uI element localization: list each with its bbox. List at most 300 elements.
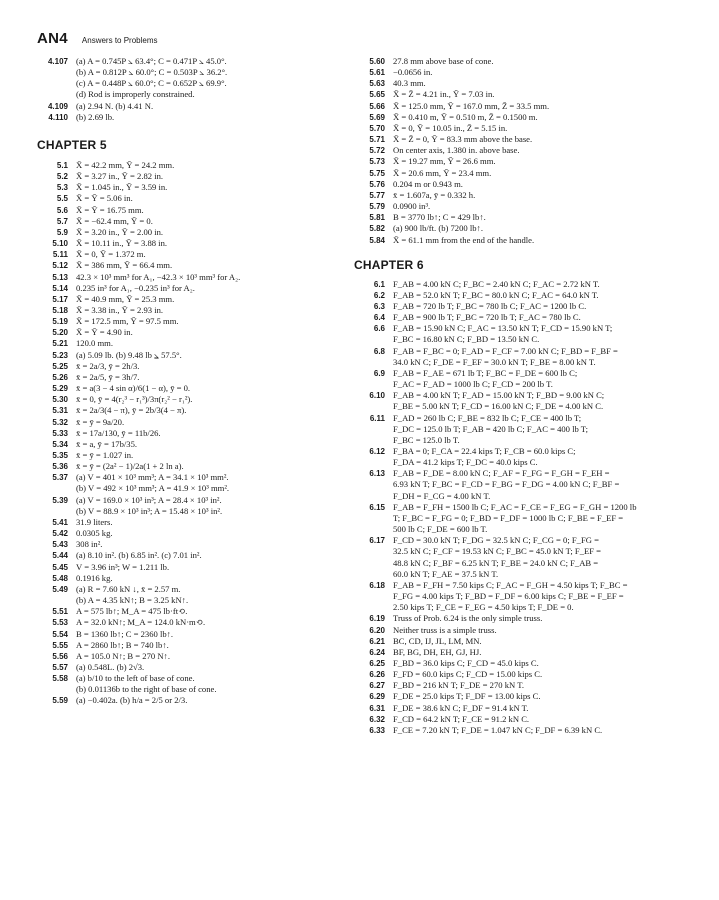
problem-number: 6.29 — [369, 692, 385, 702]
answer-text — [68, 182, 167, 193]
answer-text — [68, 383, 190, 394]
problem-number: 5.10 — [52, 239, 68, 249]
problem-number: 5.36 — [52, 462, 68, 472]
answer-line: X̄ = 61.1 mm from the end of the handle. — [393, 234, 535, 245]
answer-text — [68, 205, 144, 216]
answer-entry — [37, 662, 355, 673]
answer-line: X̄ = Ȳ = 4.90 in. — [76, 327, 133, 338]
answer-text — [68, 249, 146, 260]
answer-text — [385, 468, 619, 501]
answer-line: F_CD = 64.2 kN T; F_CE = 91.2 kN C. — [393, 713, 530, 724]
answer-line: X̄ = 20.6 mm, Ȳ = 23.4 mm. — [393, 167, 492, 178]
problem-number: 5.41 — [52, 517, 68, 527]
problem-number: 5.11 — [52, 250, 68, 260]
answer-entry — [354, 235, 684, 246]
problem-number: 5.31 — [52, 406, 68, 416]
answer-entry — [37, 350, 355, 361]
problem-number: 5.30 — [52, 395, 68, 405]
problem-number: 6.10 — [369, 391, 385, 401]
left-column — [37, 56, 355, 707]
answer-line: (b) V = 492 × 10³ mm³; A = 41.9 × 10³ mm². — [76, 483, 230, 494]
answer-entry — [37, 327, 355, 338]
problem-number: 6.33 — [369, 725, 385, 735]
answer-text — [68, 617, 205, 628]
answer-entry — [37, 495, 355, 517]
answer-text — [385, 613, 542, 624]
answer-line: A = 575 lb↑; M_A = 475 lb·ft⟲. — [76, 606, 188, 617]
answer-line: X̄ = 40.9 mm, Ȳ = 25.3 mm. — [76, 293, 175, 304]
answer-line: (a) 0.548L. (b) 2√3. — [76, 661, 145, 672]
answer-entry — [354, 190, 684, 201]
problem-number: 6.17 — [369, 536, 385, 546]
answer-line: (b) V = 88.9 × 10³ in³; A = 15.48 × 10³ in². — [76, 505, 223, 516]
answer-text — [385, 279, 600, 290]
problem-number: 6.31 — [369, 703, 385, 713]
answer-line: F_AB = 900 lb T; F_BC = 720 lb T; F_AC = 780 lb C. — [393, 312, 581, 323]
answer-entry — [37, 316, 355, 327]
answer-text — [385, 725, 602, 736]
answer-line: X̄ = 10.11 in., Ȳ = 3.88 in. — [76, 238, 168, 249]
answer-text — [385, 78, 426, 89]
problem-number: 5.39 — [52, 495, 68, 505]
problem-number: 6.26 — [369, 670, 385, 680]
answer-entry — [37, 461, 355, 472]
answer-line: 308 in². — [76, 539, 103, 550]
problem-number: 5.26 — [52, 372, 68, 382]
answer-entry — [354, 647, 684, 658]
answer-entry — [354, 613, 684, 624]
answer-text — [385, 535, 601, 580]
answer-entry — [37, 294, 355, 305]
answer-line: 32.5 kN C; F_CF = 19.53 kN C; F_BC = 45.0 kN T; F_EF = — [393, 546, 602, 557]
problem-number: 6.6 — [373, 324, 385, 334]
answer-line: Truss of Prob. 6.24 is the only simple truss. — [393, 613, 543, 624]
answer-entry — [37, 584, 355, 606]
answer-line: X̄ = 3.27 in., Ȳ = 2.82 in. — [76, 171, 164, 182]
answer-line: 42.3 × 10³ mm³ for A₁, −42.3 × 10³ mm³ for A₂. — [76, 271, 241, 282]
problem-number: 6.11 — [369, 413, 385, 423]
answer-text — [68, 439, 137, 450]
answer-entry — [37, 417, 355, 428]
answer-entry — [354, 691, 684, 702]
problem-number: 5.56 — [52, 651, 68, 661]
answer-line: (a) V = 169.0 × 10³ in³; A = 28.4 × 10³ in². — [76, 494, 222, 505]
answer-line: (a) 8.10 in². (b) 6.85 in². (c) 7.01 in². — [76, 550, 202, 561]
answer-line: x̄ = 0, ȳ = 4(r₂³ − r₁³)/3π(r₂² − r₁²). — [76, 394, 193, 405]
problem-number: 5.63 — [369, 79, 385, 89]
answer-entry — [37, 472, 355, 494]
problem-number: 5.6 — [56, 205, 68, 215]
answer-entry — [37, 193, 355, 204]
answer-entry — [37, 112, 355, 123]
answer-line: x̄ = ȳ = 9a/20. — [76, 416, 125, 427]
answer-text — [385, 112, 538, 123]
answer-text — [68, 101, 153, 112]
problem-number: 5.14 — [52, 283, 68, 293]
answer-entry — [354, 312, 684, 323]
problem-number: 4.107 — [47, 57, 68, 66]
problem-number: 5.25 — [52, 361, 68, 371]
answer-line: 500 lb C; F_DE = 600 lb T. — [393, 524, 488, 535]
answer-text — [385, 658, 539, 669]
problem-number: 5.35 — [52, 451, 68, 460]
answer-entry — [37, 227, 355, 238]
answer-line: X̄ = 172.5 mm, Ȳ = 97.5 mm. — [76, 316, 179, 327]
answer-entry — [37, 673, 355, 695]
problem-number: 6.12 — [369, 447, 385, 456]
answer-line: F_BA = 0; F_CA = 22.4 kips T; F_CB = 60.0 kips C; — [393, 446, 576, 456]
answer-line: −0.0656 in. — [393, 67, 433, 78]
answer-text — [68, 651, 170, 662]
answer-line: 60.0 kN T; F_AE = 37.5 kN T. — [393, 568, 499, 579]
answer-text — [385, 301, 586, 312]
answer-text — [68, 495, 222, 517]
problem-number: 6.13 — [369, 469, 385, 479]
answer-entry — [37, 361, 355, 372]
answer-text — [68, 238, 167, 249]
problem-number: 5.48 — [52, 573, 68, 583]
answer-text — [68, 405, 186, 416]
problem-number: 6.25 — [369, 658, 385, 668]
answer-entry — [354, 346, 684, 368]
answer-entry — [354, 89, 684, 100]
answer-line: (b) 0.01136b to the right of base of cone. — [76, 684, 217, 695]
answer-text — [385, 323, 612, 345]
answer-text — [385, 669, 542, 680]
answer-line: F_AC = F_AD = 1000 lb C; F_CD = 200 lb T. — [393, 379, 553, 390]
answer-line: F_FG = 4.00 kips T; F_BD = F_DF = 6.00 kips C; F_BE = F_EF = — [393, 591, 624, 602]
answer-text — [385, 703, 528, 714]
problem-number: 5.20 — [52, 328, 68, 338]
answer-text — [68, 695, 187, 706]
answer-line: X̄ = 125.0 mm, Ȳ = 167.0 mm, Z̄ = 33.5 mm. — [393, 100, 550, 111]
answer-entry — [354, 658, 684, 669]
problem-number: 6.4 — [373, 313, 385, 323]
problem-number: 5.59 — [52, 696, 68, 706]
answer-text — [385, 179, 463, 190]
answer-text — [68, 461, 184, 472]
problem-number: 5.79 — [369, 202, 385, 212]
answer-text — [68, 606, 187, 617]
problem-number: 5.21 — [52, 339, 68, 349]
problem-number: 6.20 — [369, 625, 385, 635]
answer-entry — [37, 640, 355, 651]
answer-line: F_BD = 36.0 kips C; F_CD = 45.0 kips C. — [393, 657, 539, 668]
answer-line: F_AB = 15.90 kN C; F_AC = 13.50 kN T; F_CD = 15.90 kN T; — [393, 323, 613, 334]
answer-entry — [37, 56, 355, 101]
answer-text — [385, 647, 481, 658]
problem-number: 5.72 — [369, 146, 385, 156]
answer-text — [68, 338, 113, 349]
answer-line: F_AB = 720 lb T; F_BC = 780 lb C; F_AC = 1200 lb C. — [393, 300, 587, 311]
answer-line: X̄ = 42.2 mm, Ȳ = 24.2 mm. — [76, 159, 175, 170]
answer-line: T; F_BC = F_FG = 0; F_BD = F_DF = 1000 lb C; F_BE = F_EF = — [393, 512, 624, 523]
right-column — [354, 56, 684, 736]
problem-number: 5.32 — [52, 417, 68, 427]
answer-line: X̄ = 0.410 m, Ȳ = 0.510 m, Z̄ = 0.1500 m. — [393, 111, 538, 122]
answer-text — [68, 450, 133, 461]
answer-entry — [37, 528, 355, 539]
answer-text — [68, 112, 114, 123]
answer-line: X̄ = Z̄ = 0, Ȳ = 83.3 mm above the base. — [393, 134, 533, 145]
answer-line: (a) V = 401 × 10³ mm³; A = 34.1 × 10³ mm². — [76, 472, 229, 483]
answer-text — [385, 145, 519, 156]
answer-entry — [354, 78, 684, 89]
answer-line: X̄ = Z̄ = 4.21 in., Ȳ = 7.03 in. — [393, 89, 495, 100]
answer-line: F_CD = 30.0 kN T; F_DG = 32.5 kN C; F_CG = 0; F_FG = — [393, 535, 599, 546]
answer-entry — [354, 56, 684, 67]
answer-line: x̄ = 2a/3(4 − π), ȳ = 2b/3(4 − π). — [76, 405, 187, 416]
answer-text — [68, 629, 173, 640]
answer-entry — [354, 123, 684, 134]
answer-text — [68, 216, 153, 227]
answer-line: 31.9 liters. — [76, 516, 113, 527]
problem-number: 6.2 — [373, 290, 385, 300]
answer-line: V = 3.96 in³; W = 1.211 lb. — [76, 561, 170, 572]
answer-line: 48.8 kN C; F_BF = 6.25 kN T; F_BE = 24.0 kN C; F_AB = — [393, 557, 599, 568]
problem-number: 5.45 — [52, 562, 68, 572]
answer-text — [68, 171, 163, 182]
answer-line: 0.235 in³ for A₁, −0.235 in³ for A₂. — [76, 282, 195, 293]
page-header — [37, 30, 158, 50]
answer-entry — [354, 446, 684, 468]
problem-number: 5.49 — [52, 584, 68, 594]
problem-number: 5.33 — [52, 428, 68, 438]
problem-number: 5.84 — [369, 235, 385, 245]
answer-entry — [354, 368, 684, 390]
answer-text — [385, 580, 627, 613]
answer-line: 0.204 m or 0.943 m. — [393, 178, 463, 189]
problem-number: 5.29 — [52, 384, 68, 394]
problem-number: 5.13 — [52, 272, 68, 282]
answer-text — [385, 223, 483, 234]
answer-line: On center axis, 1.380 in. above base. — [393, 145, 520, 156]
answer-entry — [354, 145, 684, 156]
answer-text — [385, 201, 430, 212]
answer-text — [68, 550, 202, 561]
answer-line: 6.93 kN T; F_BC = F_CD = F_BG = F_DG = 4.00 kN C; F_BF = — [393, 479, 620, 490]
problem-number: 5.77 — [369, 190, 385, 200]
answer-line: 0.0900 in³. — [393, 201, 431, 212]
answer-entry — [354, 625, 684, 636]
problem-number: 5.61 — [369, 68, 385, 78]
answer-entry — [354, 669, 684, 680]
answer-entry — [354, 323, 684, 345]
answer-entry — [354, 101, 684, 112]
answer-line: 34.0 kN C; F_DE = F_EF = 30.0 kN T; F_BE = 8.00 kN T. — [393, 356, 596, 367]
answer-entry — [37, 617, 355, 628]
answer-entry — [354, 680, 684, 691]
answer-line: A = 32.0 kN↑; M_A = 124.0 kN·m⟲. — [76, 617, 206, 628]
answer-text — [385, 168, 491, 179]
answer-text — [68, 662, 144, 673]
problem-number: 5.82 — [369, 224, 385, 234]
answer-text — [385, 625, 497, 636]
answer-text — [68, 673, 217, 695]
answer-text — [385, 235, 534, 246]
answer-line: F_DH = F_CG = 4.00 kN T. — [393, 490, 491, 501]
answer-entry — [37, 606, 355, 617]
answer-entry — [37, 372, 355, 383]
answer-line: F_AB = F_FH = 1500 lb C; F_AC = F_CE = F_EG = F_GH = 1200 lb — [393, 501, 637, 512]
right-pre-entries — [354, 56, 684, 246]
answer-line: A = 105.0 N↑; B = 270 N↑. — [76, 650, 170, 661]
answer-text — [385, 290, 599, 301]
answer-line: F_DA = 41.2 kips T; F_DC = 40.0 kips C. — [393, 457, 538, 468]
answer-line: F_AD = 260 lb C; F_BE = 832 lb C; F_CE = 400 lb T; — [393, 412, 582, 423]
answer-line: F_AB = 52.0 kN T; F_BC = 80.0 kN C; F_AC = 64.0 kN T. — [393, 289, 599, 300]
problem-number: 6.27 — [369, 681, 385, 691]
answer-entry — [37, 439, 355, 450]
problem-number: 5.69 — [369, 112, 385, 122]
answer-entry — [37, 550, 355, 561]
answer-text — [385, 89, 494, 100]
answer-text — [68, 394, 192, 405]
answer-entry — [37, 428, 355, 439]
answer-text — [68, 428, 161, 439]
problem-number: 5.66 — [369, 101, 385, 111]
answer-line: Neither truss is a simple truss. — [393, 624, 497, 635]
answer-line: 0.0305 kg. — [76, 528, 113, 539]
answer-line: F_DC = 125.0 lb T; F_AB = 420 lb C; F_AC = 400 lb T; — [393, 423, 588, 434]
answer-line: (b) A = 0.812P ⦣ 60.0°; C = 0.503P ⦣ 36.2°. — [76, 67, 228, 78]
problem-number: 5.53 — [52, 618, 68, 628]
answer-text — [68, 227, 163, 238]
answer-entry — [354, 223, 684, 234]
answer-line: (b) 2.69 lb. — [76, 111, 115, 122]
answer-text — [68, 472, 229, 494]
answer-line: F_AB = 4.00 kN C; F_BC = 2.40 kN C; F_AC = 2.72 kN T. — [393, 278, 600, 289]
answer-text — [385, 368, 577, 390]
answer-entry — [354, 714, 684, 725]
answer-line: (a) −0.402a. (b) h/a = 2/5 or 2/3. — [76, 695, 188, 706]
answer-text — [68, 361, 139, 372]
answer-text — [385, 502, 637, 535]
answer-line: A = 2860 lb↑; B = 740 lb↑. — [76, 639, 169, 650]
answer-entry — [37, 651, 355, 662]
answer-text — [68, 539, 102, 550]
answer-line: (b) A = 4.35 kN↑; B = 3.25 kN↑. — [76, 595, 189, 606]
left-pre-entries — [37, 56, 355, 123]
answer-entry — [37, 562, 355, 573]
answer-line: x̄ = ȳ = 1.027 in. — [76, 450, 134, 460]
answer-line: X̄ = 1.045 in., Ȳ = 3.59 in. — [76, 182, 168, 193]
answer-line: B = 3770 lb↑; C = 429 lb↑. — [393, 212, 486, 223]
answer-entry — [354, 725, 684, 736]
problem-number: 6.19 — [369, 614, 385, 624]
answer-text — [385, 680, 524, 691]
running-title: Answers to Problems — [81, 36, 158, 45]
answer-line: (a) 5.09 lb. (b) 9.48 lb ⦥ 57.5°. — [76, 349, 182, 360]
problem-number: 5.81 — [369, 213, 385, 223]
answer-entry — [354, 279, 684, 290]
problem-number: 5.75 — [369, 168, 385, 178]
answer-line: x̄ = 2a/3, ȳ = 2h/3. — [76, 360, 140, 371]
problem-number: 5.54 — [52, 629, 68, 639]
answer-entry — [37, 405, 355, 416]
answer-text — [385, 714, 529, 725]
answer-text — [385, 190, 475, 201]
answer-text — [385, 212, 486, 223]
answer-entry — [37, 216, 355, 227]
answer-text — [68, 56, 227, 101]
answer-line: X̄ = 0, Ȳ = 1.372 m. — [76, 249, 146, 260]
problem-number: 5.12 — [52, 261, 68, 271]
answer-text — [68, 372, 139, 383]
answer-text — [385, 134, 532, 145]
answer-text — [385, 312, 581, 323]
answer-entry — [37, 517, 355, 528]
answer-line: 40.3 mm. — [393, 78, 426, 89]
answer-line: X̄ = 3.20 in., Ȳ = 2.00 in. — [76, 226, 164, 237]
answer-line: 27.8 mm above base of cone. — [393, 56, 494, 66]
answer-text — [385, 636, 482, 647]
problem-number: 6.3 — [373, 301, 385, 311]
problem-number: 5.34 — [52, 439, 68, 449]
answer-line: F_DE = 38.6 kN C; F_DF = 91.4 kN T. — [393, 702, 529, 713]
answer-text — [385, 691, 541, 702]
problem-number: 5.51 — [52, 607, 68, 617]
answer-line: x̄ = 2a/5, ȳ = 3h/7. — [76, 371, 140, 382]
answer-line: X̄ = Ȳ = 5.06 in. — [76, 193, 133, 204]
answer-text — [68, 528, 113, 539]
answer-line: (a) 900 lb/ft. (b) 7200 lb↑. — [393, 223, 483, 234]
answer-entry — [37, 394, 355, 405]
answer-text — [385, 156, 496, 167]
answer-entry — [354, 156, 684, 167]
problem-number: 5.57 — [52, 662, 68, 672]
answer-entry — [37, 182, 355, 193]
answer-entry — [354, 636, 684, 647]
answer-line: F_AB = F_DE = 8.00 kN C; F_AF = F_FG = F_GH = F_EH = — [393, 468, 610, 479]
answer-line: F_BC = 16.80 kN C; F_BD = 13.50 kN C. — [393, 334, 540, 345]
answer-line: 120.0 mm. — [76, 338, 114, 349]
problem-number: 6.18 — [369, 580, 385, 590]
answer-entry — [354, 413, 684, 446]
answer-line: X̄ = 386 mm, Ȳ = 66.4 mm. — [76, 260, 173, 271]
answer-entry — [37, 160, 355, 171]
answer-entry — [354, 179, 684, 190]
answer-line: (a) 2.94 N. (b) 4.41 N. — [76, 100, 154, 111]
answer-line: (d) Rod is improperly constrained. — [76, 89, 195, 100]
answer-text — [385, 123, 507, 134]
answer-text — [385, 56, 493, 67]
answer-text — [385, 413, 588, 446]
answer-text — [68, 350, 182, 361]
answer-line: (a) b/10 to the left of base of cone. — [76, 673, 195, 684]
problem-number: 5.55 — [52, 640, 68, 650]
answer-line: x̄ = a(3 − 4 sin α)/6(1 − α), ȳ = 0. — [76, 383, 191, 394]
right-entries — [354, 279, 684, 736]
answer-entry — [37, 205, 355, 216]
answer-entry — [37, 573, 355, 584]
problem-number: 6.9 — [373, 368, 385, 378]
answer-text — [68, 640, 169, 651]
answer-line: X̄ = 0, Ȳ = 10.05 in., Z̄ = 5.15 in. — [393, 122, 508, 133]
answer-line: X̄ = 19.27 mm, Ȳ = 26.6 mm. — [393, 156, 496, 167]
problem-number: 5.43 — [52, 540, 68, 550]
answer-line: X̄ = −62.4 mm, Ȳ = 0. — [76, 215, 153, 226]
answer-text — [68, 260, 172, 271]
answer-entry — [37, 171, 355, 182]
problem-number: 5.3 — [56, 183, 68, 193]
problem-number: 5.60 — [369, 57, 385, 66]
answer-entry — [37, 272, 355, 283]
problem-number: 6.8 — [373, 346, 385, 356]
problem-number: 5.18 — [52, 305, 68, 315]
problem-number: 5.44 — [52, 551, 68, 561]
answer-entry — [354, 290, 684, 301]
